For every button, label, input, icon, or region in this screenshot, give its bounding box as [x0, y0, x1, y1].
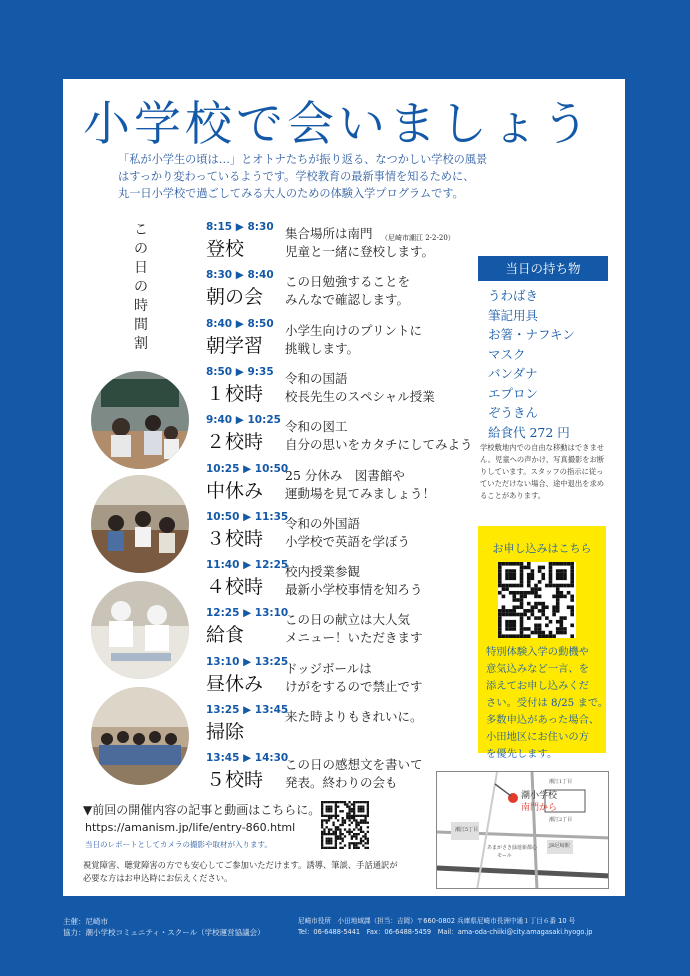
apply-qr-code[interactable] [498, 562, 576, 638]
schedule-note: （尼崎市潮江 2-2-20） [381, 234, 455, 242]
schedule-desc [285, 273, 410, 309]
schedule-label-char: 日 [134, 260, 148, 276]
map-area-label: モール [497, 853, 512, 859]
belongings-item: ぞうきん [488, 405, 539, 420]
accessibility-line: 必要な方はお申込時にお伝えください。 [83, 873, 233, 883]
belongings-item: 筆記用具 [488, 307, 539, 323]
schedule-desc-line: 来た時よりもきれいに。 [285, 709, 423, 724]
schedule-desc-line: この日の感想文を書いて [285, 757, 423, 773]
schedule-desc-line: 令和の国語 [285, 370, 348, 386]
schedule-label-char: 割 [134, 336, 148, 352]
schedule-time: 12:25 ▶ 13:10 [206, 607, 289, 620]
apply-line: 小田地区にお住いの方 [486, 731, 589, 743]
cleaning-photo [91, 687, 189, 785]
schedule-name: 昼休み [206, 672, 264, 695]
footer-office: 尼崎市役所 小田地域課（担当：吉岡）〒660-0802 兵庫県尼崎市長洲中通１丁目６番 10 号 [298, 917, 576, 925]
previous-url-link[interactable]: https://amanism.jp/life/entry-860.html [85, 821, 296, 834]
schedule-time: 8:40 ▶ 8:50 [206, 317, 274, 330]
schedule-desc-line: この日の献立は大人気 [285, 612, 411, 628]
apply-text [486, 644, 609, 763]
belongings-item: エプロン [488, 385, 539, 401]
schedule-desc-line: 校内授業参観 [285, 564, 361, 580]
schedule-name: 朝の会 [206, 286, 264, 309]
schedule-desc-line: 小学生向けのプリントに [285, 322, 423, 338]
lunch-photo [91, 581, 189, 679]
schedule-desc-line: 最新小学校事情を知ろう [285, 582, 423, 598]
apply-line: さい。受付は 8/25 まで。 [486, 697, 609, 709]
map-area-label: JR尼崎駅 [549, 843, 570, 849]
schedule-time: 13:25 ▶ 13:45 [206, 704, 289, 716]
footer-left [63, 916, 265, 938]
schedule-name: 朝学習 [206, 334, 264, 357]
map-area-label: 潮江5丁目 [455, 827, 479, 833]
previous-heading: ▼前回の開催内容の記事と動画はこちらに。 [83, 803, 321, 817]
schedule-desc-line: この日勉強することを [285, 274, 411, 290]
schedule-desc [285, 563, 423, 599]
art-class-photo [91, 475, 189, 573]
map-area-label: 潮江1丁目 [549, 779, 573, 785]
apply-line: 添えてお申し込みくだ [486, 680, 589, 692]
schedule-time: 8:50 ▶ 9:35 [206, 365, 274, 378]
belongings-item: マスク [488, 346, 526, 362]
schedule-desc [285, 756, 423, 792]
schedule-desc-line: 令和の図工 [285, 419, 348, 435]
schedule-name: １校時 [206, 382, 264, 405]
intro-line: 丸一日小学校で過ごしてみる大人のための体験入学プログラムです。 [118, 187, 464, 200]
classroom-photo [91, 371, 189, 469]
access-map [436, 771, 609, 889]
schedule-name: 中休み [206, 479, 264, 502]
schedule-desc-line: メニュー！いただきます [285, 630, 423, 646]
map-gate-label: 南門から [521, 803, 558, 813]
schedule-desc-line: 小学校で英語を学ぼう [285, 533, 411, 549]
apply-box [478, 526, 609, 760]
schedule-desc-line: 令和の外国語 [285, 515, 361, 531]
intro-text [118, 151, 618, 202]
apply-line: 意気込みなど一言、を [486, 663, 589, 675]
schedule-desc-line: 25 分休み 図書館や [285, 467, 405, 483]
schedule-desc-line: 児童と一緒に登校します。 [285, 244, 435, 259]
schedule-desc-line: 発表。終わりの会も [285, 775, 398, 791]
qr-code-icon [321, 801, 369, 849]
schedule-desc [285, 370, 435, 406]
schedule-name: 給食 [206, 624, 245, 647]
schedule-desc [285, 660, 423, 696]
belongings-heading: 当日の持ち物 [478, 256, 608, 281]
flyer-card [63, 79, 625, 896]
schedule-label [131, 221, 151, 354]
footer-cooperation: 協力：潮小学校コミュニティ・スクール（学校運営協議会） [63, 928, 265, 937]
apply-line: 多数申込があった場合、 [486, 714, 600, 726]
schedule-time: 13:45 ▶ 14:30 [206, 752, 289, 765]
footer-right [298, 916, 592, 938]
belongings-note: 学校敷地内での自由な移動はできません。児童への声かけ、写真撮影をお断りしています。スタッフの指示に従っていただけない場合、途中退出を求めることがあります。 [480, 443, 605, 500]
page-title: 小学校で会いましょう [83, 97, 593, 152]
accessibility-note [83, 859, 398, 885]
schedule-name: 掃除 [206, 721, 245, 743]
schedule-label-char: 時 [134, 298, 148, 314]
previous-qr-code[interactable] [321, 801, 369, 849]
schedule-desc [285, 708, 423, 726]
schedule-time: 10:25 ▶ 10:50 [206, 462, 289, 475]
schedule-desc-line: ドッジボールは [285, 660, 372, 676]
schedule-desc-line: けがをするので禁止です [285, 678, 423, 694]
schedule-time: 10:50 ▶ 11:35 [206, 510, 289, 523]
schedule-desc-line: 運動場を見てみましょう！ [285, 485, 436, 501]
schedule-desc-line: 挑戦します。 [285, 340, 360, 356]
schedule-name: 登校 [206, 238, 245, 260]
schedule-time: 13:10 ▶ 13:25 [206, 655, 289, 668]
schedule-desc [285, 418, 473, 454]
belongings-item: バンダナ [488, 366, 538, 381]
footer-contact: Tel：06-6488-5441 Fax：06-6488-5459 Mail：ama-oda-chiiki@city.amagasaki.hyogo.jp [298, 928, 593, 936]
schedule-time: 9:40 ▶ 10:25 [206, 414, 281, 427]
schedule-desc-line: 校長先生のスペシャル授業 [285, 388, 435, 404]
previous-note: 当日のレポートとしてカメラの撮影や取材が入ります。 [85, 840, 272, 849]
belongings-item: うわばき [488, 288, 539, 303]
schedule-label-char: の [134, 241, 148, 257]
footer-organizer: 主催：尼崎市 [63, 917, 108, 926]
intro-line: 「私が小学生の頃は…」とオトナたちが振り返る、なつかしい学校の風景 [118, 153, 488, 166]
schedule-name: ４校時 [206, 576, 264, 599]
map-school-label: 潮小学校 [521, 791, 558, 801]
accessibility-line: 視覚障害、聴覚障害の方でも安心してご参加いただけます。誘導、筆談、手話通訳が [83, 860, 398, 870]
schedule-desc-line: 集合場所は南門 [285, 226, 373, 241]
schedule-name: ５校時 [206, 769, 264, 792]
map-area-label: JR神戸線 [507, 877, 528, 883]
map-area-label: あまがさき緑遊新都心 [487, 845, 538, 851]
schedule-desc [285, 322, 422, 358]
qr-code-icon [498, 562, 576, 638]
apply-heading: お申し込みはこちら [492, 542, 592, 555]
schedule-time: 8:15 ▶ 8:30 [206, 221, 274, 233]
intro-line: はすっかり変わっているようです。学校教育の最新事情を知るために、 [118, 170, 475, 183]
schedule-name: ２校時 [206, 431, 264, 454]
schedule-label-char: こ [134, 222, 148, 238]
schedule-time: 8:30 ▶ 8:40 [206, 269, 274, 282]
belongings-item: お箸・ナフキン [488, 327, 575, 342]
schedule-desc-line: 自分の思いをカタチにしてみよう [285, 437, 473, 453]
belongings-list [488, 286, 575, 442]
schedule-name: ３校時 [206, 527, 264, 550]
schedule-time: 11:40 ▶ 12:25 [206, 559, 289, 572]
schedule-desc [285, 467, 435, 503]
map-area-label: 潮江2丁目 [549, 817, 573, 823]
schedule-label-char: の [134, 279, 148, 295]
apply-line: を優先します。 [486, 748, 558, 760]
schedule-label-char: 間 [134, 317, 148, 333]
schedule-desc [285, 515, 410, 551]
schedule-desc [285, 225, 455, 261]
belongings-item: 給食代 272 円 [488, 424, 570, 440]
schedule-desc-line: みんなで確認します。 [285, 292, 410, 308]
schedule-desc [285, 611, 423, 647]
apply-line: 特別体験入学の動機や [486, 646, 589, 658]
